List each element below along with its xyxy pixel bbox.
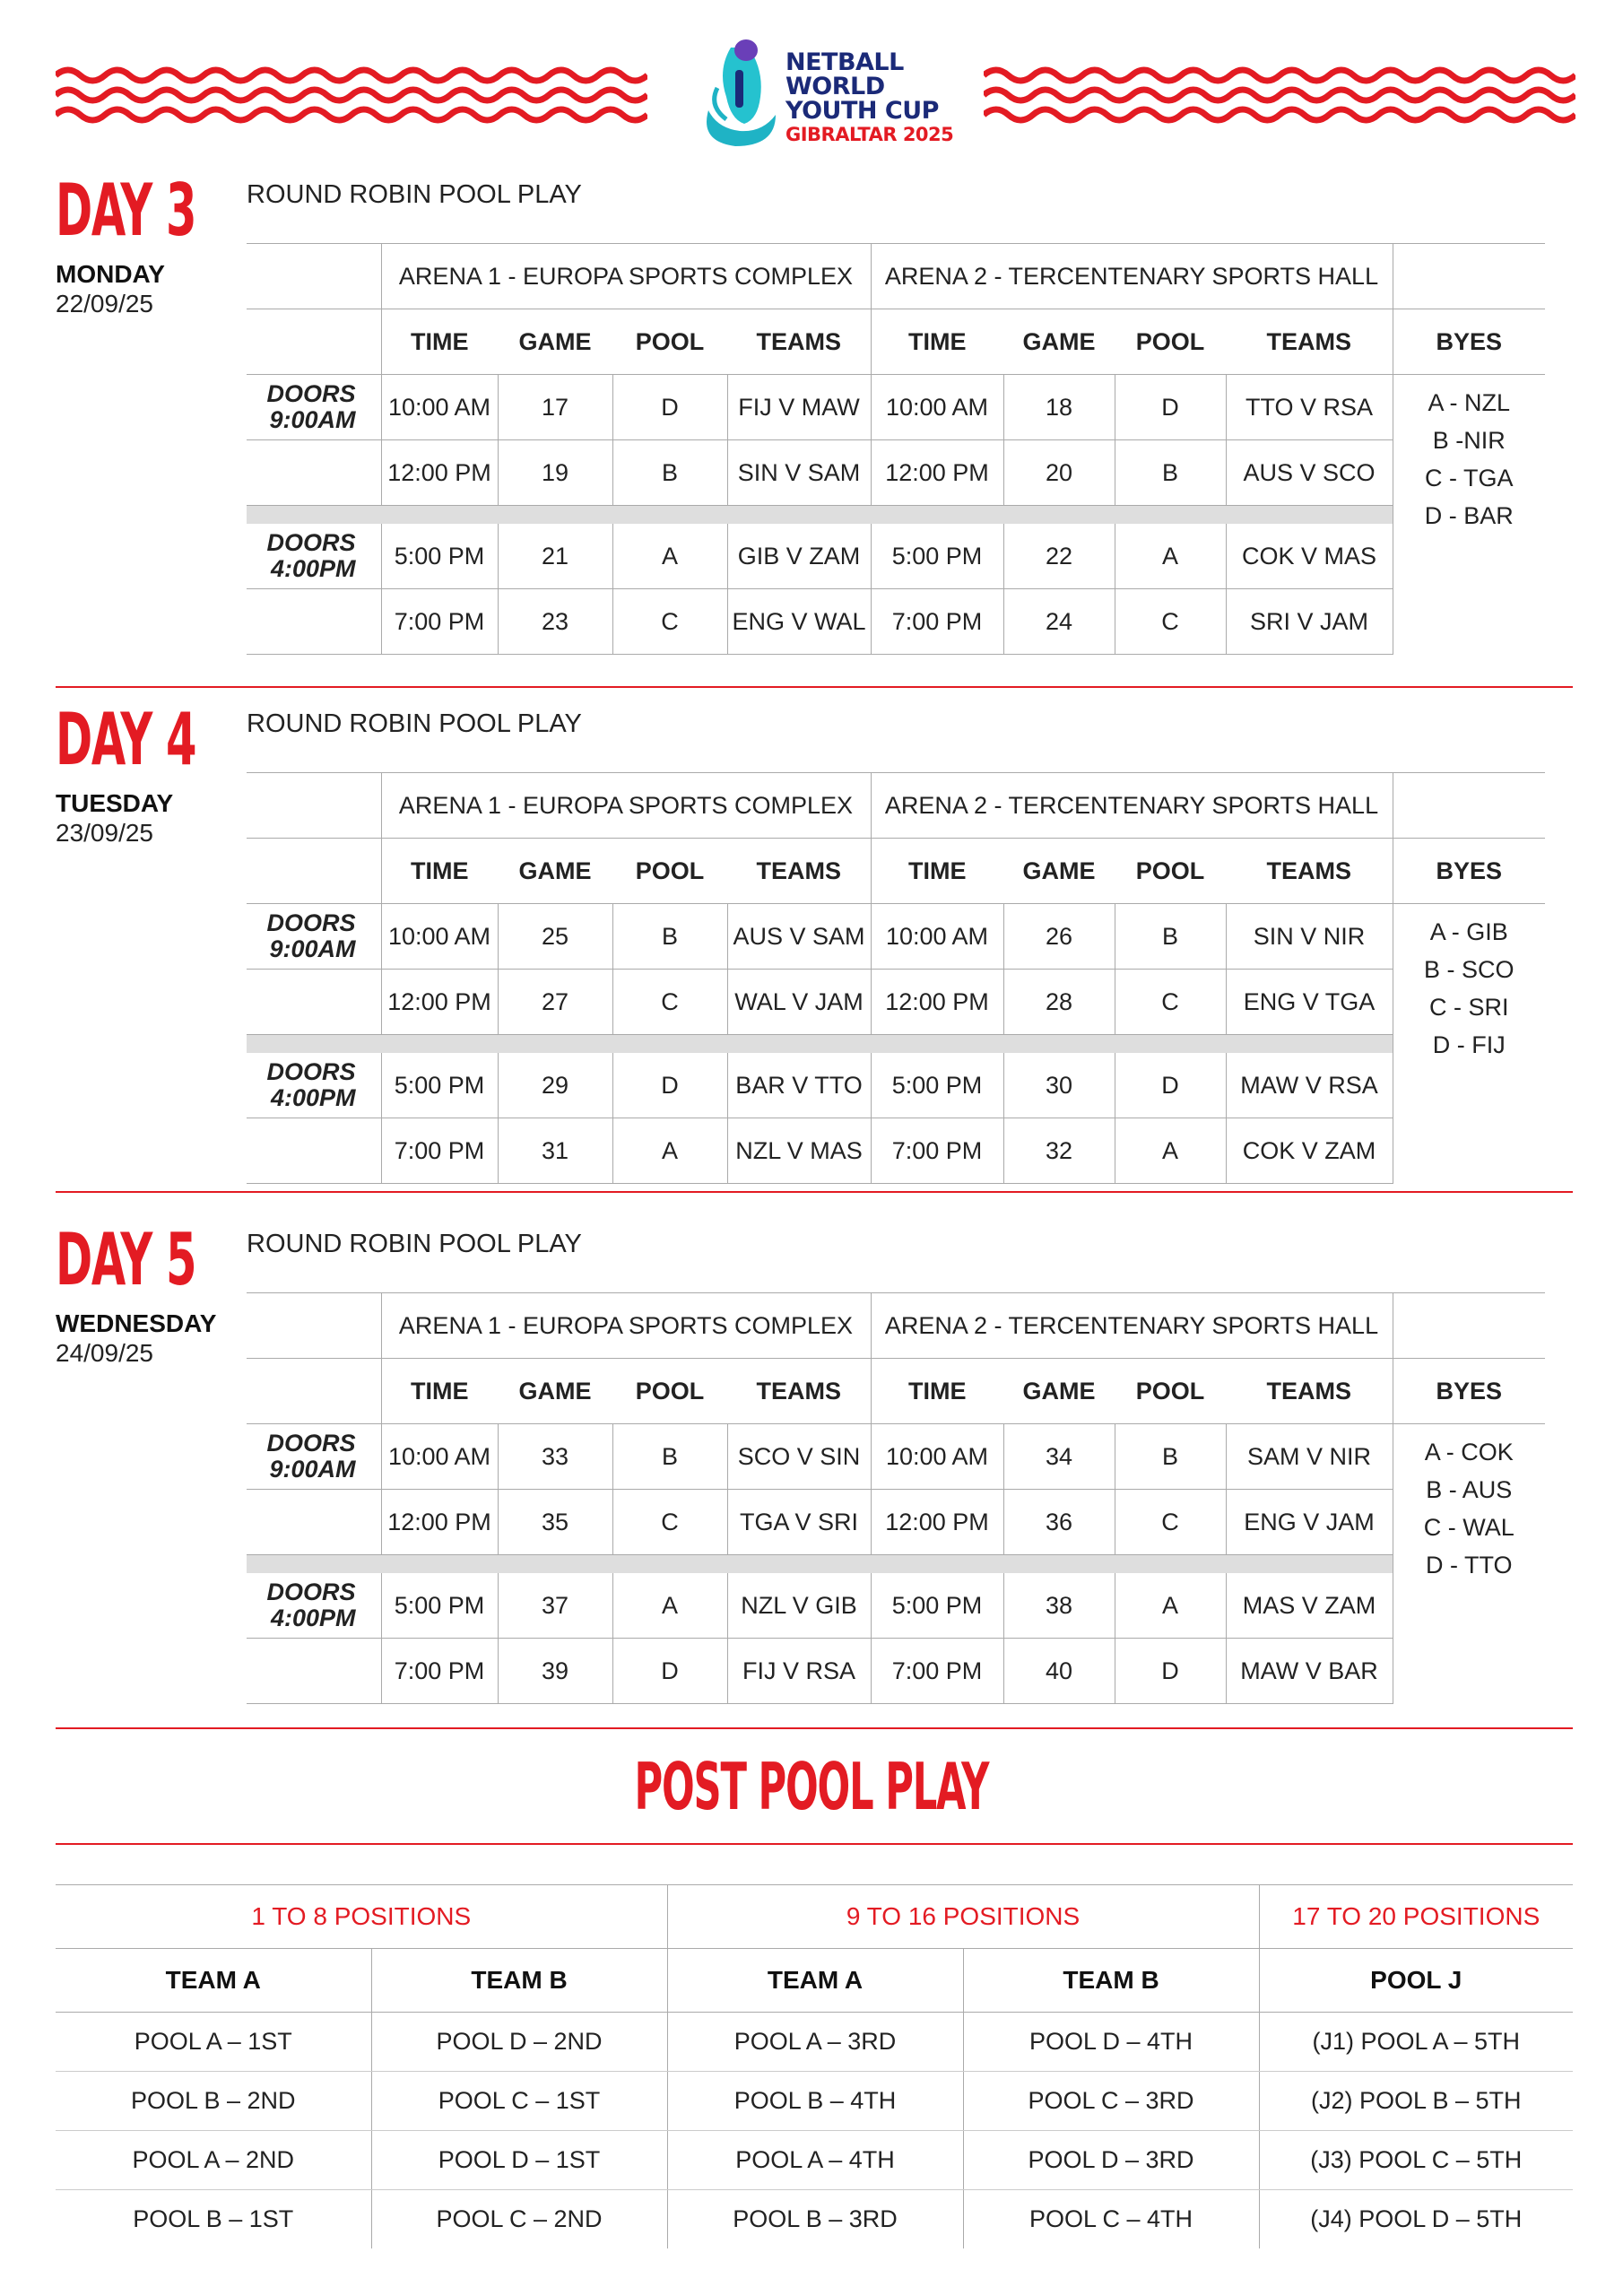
arena-header-row: [247, 244, 1545, 309]
section-divider: [56, 1843, 1573, 1845]
teams-cell: SIN V NIR: [1226, 904, 1393, 970]
day-title: DAY 3: [56, 169, 196, 252]
teams-cell: MAW V BAR: [1226, 1639, 1393, 1704]
column-header-time: TIME: [871, 309, 1003, 375]
game-cell: 37: [498, 1573, 612, 1639]
match-row: [247, 1053, 1545, 1118]
teams-cell: AUS V SAM: [727, 904, 871, 970]
pool-cell: C: [1115, 1490, 1226, 1555]
trophy-icon: [690, 34, 789, 151]
pool-cell: B: [1115, 904, 1226, 970]
pool-cell: D: [1115, 1053, 1226, 1118]
pool-cell: C: [1115, 970, 1226, 1035]
weekday: WEDNESDAY: [56, 1309, 217, 1337]
teams-cell: SIN V SAM: [727, 440, 871, 506]
time-cell: 12:00 PM: [381, 970, 498, 1035]
bye-item: C - TGA: [1424, 465, 1514, 491]
match-row: [247, 440, 1545, 506]
game-cell: 18: [1003, 375, 1115, 440]
time-cell: 7:00 PM: [381, 589, 498, 655]
game-cell: 34: [1003, 1424, 1115, 1490]
column-header-row: [247, 309, 1545, 375]
day-title: DAY 5: [56, 1218, 196, 1301]
arena-header-row: [247, 773, 1545, 839]
doors-time: DOORS 4:00PM: [247, 1053, 381, 1118]
teams-cell: ENG V TGA: [1226, 970, 1393, 1035]
teams-cell: MAW V RSA: [1226, 1053, 1393, 1118]
byes-cell: [1393, 1424, 1545, 1704]
game-cell: 24: [1003, 589, 1115, 655]
time-cell: 5:00 PM: [381, 1053, 498, 1118]
wave-decoration-left: [56, 65, 647, 129]
column-header-time: TIME: [871, 1359, 1003, 1424]
teams-cell: COK V ZAM: [1226, 1118, 1393, 1184]
column-header-team-a: TEAM A: [56, 1949, 371, 2013]
column-header-pool: POOL: [612, 1359, 727, 1424]
bye-item: B - AUS: [1426, 1476, 1513, 1503]
game-cell: 30: [1003, 1053, 1115, 1118]
game-cell: 36: [1003, 1490, 1115, 1555]
time-cell: 5:00 PM: [871, 1573, 1003, 1639]
column-header-byes: BYES: [1393, 309, 1545, 375]
matchup-cell: POOL A – 4TH: [667, 2131, 963, 2190]
pool-cell: C: [612, 1490, 727, 1555]
time-cell: 5:00 PM: [871, 524, 1003, 589]
teams-cell: WAL V JAM: [727, 970, 871, 1035]
game-cell: 33: [498, 1424, 612, 1490]
time-cell: 12:00 PM: [871, 1490, 1003, 1555]
teams-cell: ENG V WAL: [727, 589, 871, 655]
teams-cell: TTO V RSA: [1226, 375, 1393, 440]
column-header-game: GAME: [1003, 839, 1115, 904]
bye-item: B - SCO: [1423, 956, 1515, 983]
time-cell: 10:00 AM: [871, 1424, 1003, 1490]
pool-cell: B: [1115, 1424, 1226, 1490]
column-header-pool: POOL: [612, 839, 727, 904]
post-pool-row: [56, 2190, 1573, 2249]
time-cell: 5:00 PM: [381, 1573, 498, 1639]
post-pool-row: [56, 2072, 1573, 2131]
schedule-table: [247, 243, 1545, 655]
time-cell: 7:00 PM: [871, 1639, 1003, 1704]
column-header-teams: TEAMS: [727, 839, 871, 904]
column-header-teams: TEAMS: [1226, 309, 1393, 375]
arena-2-label: ARENA 2 - TERCENTENARY SPORTS HALL: [871, 244, 1393, 309]
matchup-cell: POOL C – 4TH: [963, 2190, 1259, 2249]
teams-cell: FIJ V RSA: [727, 1639, 871, 1704]
pool-cell: D: [612, 1053, 727, 1118]
column-header-row: [247, 1359, 1545, 1424]
match-row: [247, 1118, 1545, 1184]
pool-cell: B: [612, 440, 727, 506]
weekday: MONDAY: [56, 260, 165, 288]
matchup-cell: (J2) POOL B – 5TH: [1259, 2072, 1573, 2131]
logo-line-gibraltar: GIBRALTAR 2025: [785, 124, 954, 145]
round-label: ROUND ROBIN POOL PLAY: [247, 180, 582, 209]
column-header-row: [247, 839, 1545, 904]
date: 24/09/25: [56, 1339, 153, 1367]
logo-line-world: WORLD: [785, 73, 885, 100]
column-header-teams: TEAMS: [1226, 839, 1393, 904]
matchup-cell: POOL D – 2ND: [371, 2013, 667, 2072]
game-cell: 38: [1003, 1573, 1115, 1639]
teams-cell: BAR V TTO: [727, 1053, 871, 1118]
arena-2-label: ARENA 2 - TERCENTENARY SPORTS HALL: [871, 1293, 1393, 1359]
game-cell: 27: [498, 970, 612, 1035]
time-cell: 5:00 PM: [871, 1053, 1003, 1118]
arena-1-label: ARENA 1 - EUROPA SPORTS COMPLEX: [381, 1293, 871, 1359]
pool-cell: C: [1115, 589, 1226, 655]
post-column-header-row: [56, 1949, 1573, 2013]
post-pool-play-table: [56, 1884, 1573, 2248]
game-cell: 31: [498, 1118, 612, 1184]
wave-decoration-right: [984, 65, 1575, 129]
pool-cell: A: [1115, 524, 1226, 589]
pool-cell: B: [612, 1424, 727, 1490]
matchup-cell: POOL A – 3RD: [667, 2013, 963, 2072]
doors-time: DOORS 9:00AM: [247, 1424, 381, 1490]
round-label: ROUND ROBIN POOL PLAY: [247, 709, 582, 738]
column-header-pool: POOL: [612, 309, 727, 375]
match-row: [247, 1639, 1545, 1704]
game-cell: 40: [1003, 1639, 1115, 1704]
matchup-cell: POOL D – 4TH: [963, 2013, 1259, 2072]
time-cell: 7:00 PM: [381, 1639, 498, 1704]
pool-cell: A: [612, 1118, 727, 1184]
game-cell: 17: [498, 375, 612, 440]
match-row: [247, 375, 1545, 440]
column-header-team-b: TEAM B: [371, 1949, 667, 2013]
matchup-cell: POOL A – 2ND: [56, 2131, 371, 2190]
game-cell: 23: [498, 589, 612, 655]
game-cell: 21: [498, 524, 612, 589]
column-header-pool: POOL: [1115, 309, 1226, 375]
bye-item: A - GIB: [1429, 918, 1508, 945]
column-header-teams: TEAMS: [727, 1359, 871, 1424]
pool-cell: A: [1115, 1573, 1226, 1639]
schedule-table: [247, 772, 1545, 1184]
column-header-team-a: TEAM A: [667, 1949, 963, 2013]
session-divider: [247, 1555, 1545, 1574]
match-row: [247, 1490, 1545, 1555]
logo-line-youth-cup: YOUTH CUP: [785, 97, 939, 125]
game-cell: 29: [498, 1053, 612, 1118]
column-header-pool: POOL: [1115, 839, 1226, 904]
doors-time: DOORS 9:00AM: [247, 904, 381, 970]
column-header-game: GAME: [498, 1359, 612, 1424]
game-cell: 19: [498, 440, 612, 506]
game-cell: 28: [1003, 970, 1115, 1035]
section-divider: [56, 1727, 1573, 1729]
byes-cell: [1393, 904, 1545, 1184]
position-group-header-row: [56, 1885, 1573, 1949]
column-header-game: GAME: [1003, 309, 1115, 375]
teams-cell: COK V MAS: [1226, 524, 1393, 589]
bye-item: D - TTO: [1425, 1552, 1513, 1578]
date: 22/09/25: [56, 290, 153, 317]
pool-cell: C: [612, 589, 727, 655]
post-pool-play-title: POST POOL PLAY: [634, 1749, 989, 1824]
match-row: [247, 970, 1545, 1035]
time-cell: 10:00 AM: [381, 375, 498, 440]
section-divider: [56, 1191, 1573, 1193]
column-header-teams: TEAMS: [1226, 1359, 1393, 1424]
bye-item: A - COK: [1424, 1439, 1514, 1465]
pool-cell: B: [612, 904, 727, 970]
doors-time: DOORS 9:00AM: [247, 375, 381, 440]
matchup-cell: POOL B – 2ND: [56, 2072, 371, 2131]
game-cell: 35: [498, 1490, 612, 1555]
matchup-cell: POOL D – 1ST: [371, 2131, 667, 2190]
doors-time: DOORS 4:00PM: [247, 524, 381, 589]
column-header-game: GAME: [498, 839, 612, 904]
arena-header-row: [247, 1293, 1545, 1359]
logo-line-netball: NETBALL: [785, 48, 904, 76]
time-cell: 7:00 PM: [871, 589, 1003, 655]
matchup-cell: POOL B – 3RD: [667, 2190, 963, 2249]
game-cell: 26: [1003, 904, 1115, 970]
column-header-pool: POOL: [1115, 1359, 1226, 1424]
column-header-game: GAME: [498, 309, 612, 375]
column-header-time: TIME: [381, 1359, 498, 1424]
pool-cell: D: [1115, 1639, 1226, 1704]
teams-cell: NZL V MAS: [727, 1118, 871, 1184]
weekday: TUESDAY: [56, 789, 174, 817]
arena-1-label: ARENA 1 - EUROPA SPORTS COMPLEX: [381, 244, 871, 309]
column-header-pool-j: POOL J: [1259, 1949, 1573, 2013]
schedule-table: [247, 1292, 1545, 1704]
column-header-time: TIME: [871, 839, 1003, 904]
time-cell: 12:00 PM: [381, 1490, 498, 1555]
pool-cell: D: [612, 375, 727, 440]
game-cell: 25: [498, 904, 612, 970]
teams-cell: GIB V ZAM: [727, 524, 871, 589]
teams-cell: SRI V JAM: [1226, 589, 1393, 655]
round-label: ROUND ROBIN POOL PLAY: [247, 1230, 582, 1258]
pool-cell: C: [612, 970, 727, 1035]
time-cell: 10:00 AM: [871, 375, 1003, 440]
bye-item: A - NZL: [1428, 389, 1511, 416]
time-cell: 10:00 AM: [871, 904, 1003, 970]
netball-world-youth-cup-logo: [690, 34, 959, 155]
column-header-byes: BYES: [1393, 1359, 1545, 1424]
column-header-team-b: TEAM B: [963, 1949, 1259, 2013]
column-header-byes: BYES: [1393, 839, 1545, 904]
column-header-time: TIME: [381, 839, 498, 904]
arena-1-label: ARENA 1 - EUROPA SPORTS COMPLEX: [381, 773, 871, 839]
game-cell: 22: [1003, 524, 1115, 589]
post-pool-row: [56, 2013, 1573, 2072]
match-row: [247, 1424, 1545, 1490]
pool-cell: B: [1115, 440, 1226, 506]
group-1-to-8: 1 TO 8 POSITIONS: [56, 1885, 667, 1949]
arena-2-label: ARENA 2 - TERCENTENARY SPORTS HALL: [871, 773, 1393, 839]
matchup-cell: (J1) POOL A – 5TH: [1259, 2013, 1573, 2072]
teams-cell: SAM V NIR: [1226, 1424, 1393, 1490]
session-divider: [247, 506, 1545, 525]
matchup-cell: POOL C – 2ND: [371, 2190, 667, 2249]
session-divider: [247, 1035, 1545, 1054]
group-9-to-16: 9 TO 16 POSITIONS: [667, 1885, 1259, 1949]
time-cell: 10:00 AM: [381, 904, 498, 970]
date: 23/09/25: [56, 819, 153, 847]
time-cell: 12:00 PM: [871, 440, 1003, 506]
time-cell: 12:00 PM: [871, 970, 1003, 1035]
teams-cell: NZL V GIB: [727, 1573, 871, 1639]
bye-item: D - FIJ: [1432, 1031, 1506, 1058]
match-row: [247, 524, 1545, 589]
time-cell: 5:00 PM: [381, 524, 498, 589]
bye-item: C - SRI: [1428, 994, 1509, 1021]
matchup-cell: POOL B – 1ST: [133, 2205, 294, 2232]
match-row: [247, 589, 1545, 655]
matchup-cell: POOL D – 3RD: [963, 2131, 1259, 2190]
pool-cell: A: [612, 1573, 727, 1639]
group-17-to-20: 17 TO 20 POSITIONS: [1259, 1885, 1573, 1949]
bye-item: D - BAR: [1424, 502, 1514, 529]
section-divider: [56, 686, 1573, 688]
byes-cell: [1393, 375, 1545, 655]
matchup-cell: (J3) POOL C – 5TH: [1259, 2131, 1573, 2190]
game-cell: 20: [1003, 440, 1115, 506]
matchup-cell: POOL A – 1ST: [56, 2013, 371, 2072]
time-cell: 7:00 PM: [871, 1118, 1003, 1184]
match-row: [247, 904, 1545, 970]
matchup-cell: (J4) POOL D – 5TH: [1259, 2190, 1573, 2249]
bye-item: B -NIR: [1432, 427, 1506, 454]
teams-cell: AUS V SCO: [1226, 440, 1393, 506]
game-cell: 32: [1003, 1118, 1115, 1184]
column-header-teams: TEAMS: [727, 309, 871, 375]
bye-item: C - WAL: [1423, 1514, 1515, 1541]
pool-cell: D: [1115, 375, 1226, 440]
teams-cell: TGA V SRI: [727, 1490, 871, 1555]
pool-cell: A: [612, 524, 727, 589]
pool-cell: A: [1115, 1118, 1226, 1184]
column-header-time: TIME: [381, 309, 498, 375]
time-cell: 12:00 PM: [381, 440, 498, 506]
pool-cell: D: [612, 1639, 727, 1704]
time-cell: 10:00 AM: [381, 1424, 498, 1490]
match-row: [247, 1573, 1545, 1639]
teams-cell: MAS V ZAM: [1226, 1573, 1393, 1639]
post-pool-row: [56, 2131, 1573, 2190]
doors-time: DOORS 4:00PM: [247, 1573, 381, 1639]
matchup-cell: POOL B – 4TH: [667, 2072, 963, 2131]
game-cell: 39: [498, 1639, 612, 1704]
column-header-game: GAME: [1003, 1359, 1115, 1424]
matchup-cell: POOL C – 1ST: [371, 2072, 667, 2131]
teams-cell: SCO V SIN: [727, 1424, 871, 1490]
matchup-cell: POOL C – 3RD: [963, 2072, 1259, 2131]
time-cell: 7:00 PM: [381, 1118, 498, 1184]
teams-cell: ENG V JAM: [1226, 1490, 1393, 1555]
teams-cell: FIJ V MAW: [727, 375, 871, 440]
day-title: DAY 4: [56, 698, 196, 781]
